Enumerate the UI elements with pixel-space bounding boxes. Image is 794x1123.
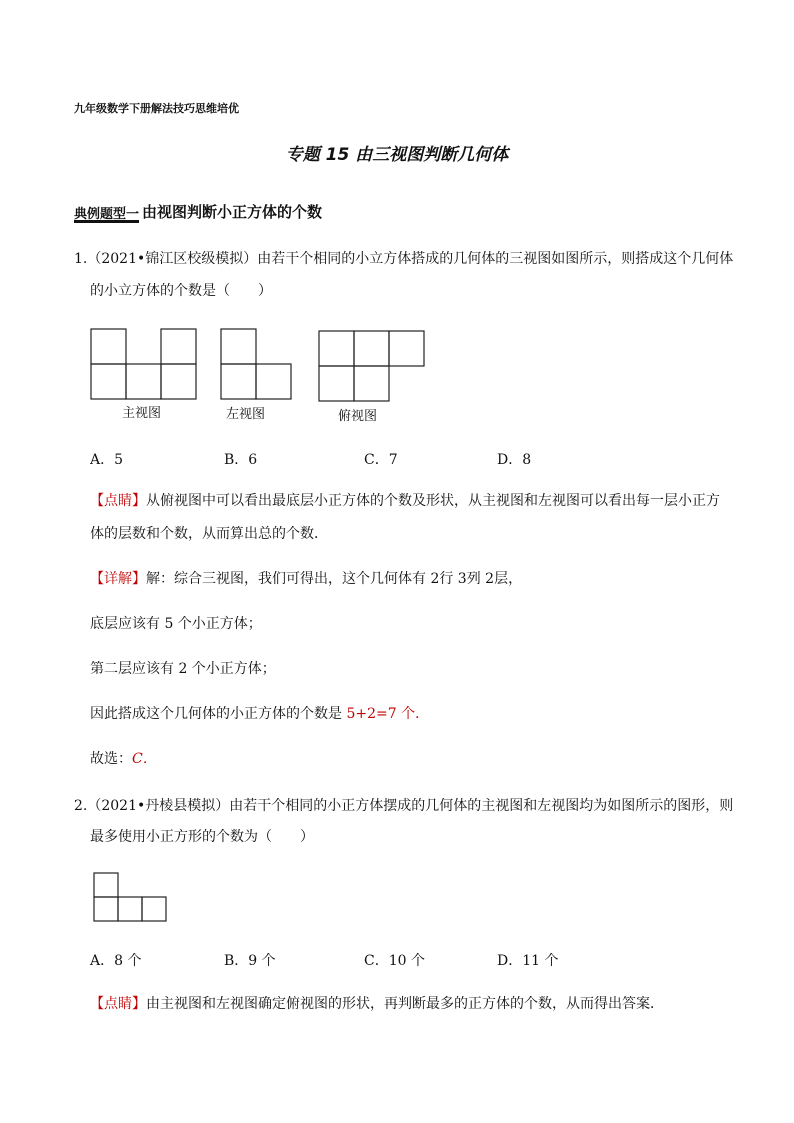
q2-stem-line1: 2.（2021•丹棱县模拟）由若干个相同的小正方体摆成的几何体的主视图和左视图均为如图所示的图形，则 xyxy=(74,798,734,814)
q2-option-b: B．9 个 xyxy=(224,953,276,969)
front-view-cell xyxy=(161,329,196,364)
q2-option-c: C．10 个 xyxy=(364,953,425,969)
q1-step2: 第二层应该有 2 个小正方体； xyxy=(90,661,276,677)
q1-step3-text: 因此搭成这个几何体的小正方体的个数是 xyxy=(90,706,347,722)
q1-stem-line2: 的小立方体的个数是（ ） xyxy=(90,283,272,299)
q1-hint-text-1: 从俯视图中可以看出最底层小正方体的个数及形状，从主视图和左视图可以看出每一层小正方 xyxy=(146,493,720,509)
q1-stem-line1: 1.（2021•锦江区校级模拟）由若干个相同的小立方体搭成的几何体的三视图如图所示，则搭成这个几何体 xyxy=(74,251,734,267)
left-view-cell xyxy=(221,329,256,364)
q1-hint-label: 【点睛】 xyxy=(90,493,146,509)
top-view-cell xyxy=(354,331,389,366)
front-view-cell xyxy=(161,364,196,399)
q1-caption-left-view: 左视图 xyxy=(226,407,266,422)
q2-stem-line2: 最多使用小正方形的个数为（ ） xyxy=(90,829,314,845)
q1-option-b: B．6 xyxy=(224,452,258,468)
q1-hint-line1 xyxy=(90,492,720,510)
top-view-cell xyxy=(319,366,354,401)
left-view-cell xyxy=(256,364,291,399)
q2-view-cell xyxy=(118,897,142,921)
q1-detail-line xyxy=(90,570,522,588)
q1-detail-text: 解：综合三视图，我们可得出，这个几何体有 2行 3列 2层， xyxy=(146,571,523,587)
type-badge: 典例题型一 xyxy=(74,207,140,222)
q2-hint-label: 【点睛】 xyxy=(90,996,146,1012)
top-view-cell xyxy=(354,366,389,401)
q1-option-a: A．5 xyxy=(90,452,124,468)
q1-hint-line2: 体的层数和个数，从而算出总的个数． xyxy=(90,526,328,542)
q1-front-view-figure xyxy=(90,328,200,400)
q2-view-cell xyxy=(94,873,118,897)
q1-answer-label: 故选： xyxy=(90,751,132,767)
q2-view-cell xyxy=(94,897,118,921)
q1-left-view-figure xyxy=(220,328,294,400)
q1-step1: 底层应该有 5 个小正方体； xyxy=(90,616,262,632)
front-view-cell xyxy=(126,364,161,399)
q1-caption-top-view: 俯视图 xyxy=(338,409,378,424)
left-view-cell xyxy=(221,364,256,399)
section-heading: 由视图判断小正方体的个数 xyxy=(142,203,323,221)
document-header: 九年级数学下册解法技巧思维培优 xyxy=(74,102,239,115)
top-view-cell xyxy=(389,331,424,366)
front-view-cell xyxy=(91,329,126,364)
page-title: 专题 15 由三视图判断几何体 xyxy=(285,145,509,165)
q2-option-d: D．11 个 xyxy=(497,953,559,969)
q1-answer-value: C． xyxy=(132,751,157,767)
q2-hint-text: 由主视图和左视图确定俯视图的形状，再判断最多的正方体的个数，从而得出答案． xyxy=(146,996,664,1012)
q2-view-figure xyxy=(93,872,169,924)
q2-view-cell xyxy=(142,897,166,921)
top-view-cell xyxy=(319,331,354,366)
q1-detail-label: 【详解】 xyxy=(90,571,146,587)
front-view-cell xyxy=(91,364,126,399)
q1-answer xyxy=(90,750,157,768)
q1-caption-front-view: 主视图 xyxy=(122,406,162,421)
q2-hint-line xyxy=(90,995,664,1013)
q2-option-a: A．8 个 xyxy=(90,953,142,969)
q1-option-d: D．8 xyxy=(497,452,532,468)
q1-top-view-figure xyxy=(318,330,428,402)
q1-step3 xyxy=(90,705,429,723)
q1-option-c: C．7 xyxy=(364,452,398,468)
q1-step3-result: 5+2=7 个． xyxy=(346,706,430,722)
